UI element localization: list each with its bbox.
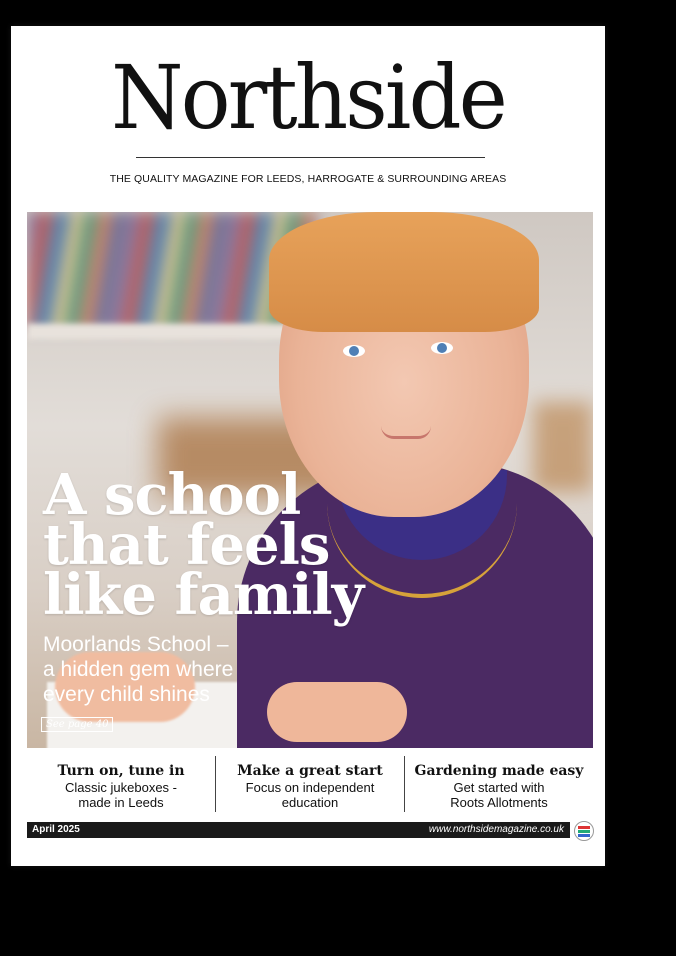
teaser-desc: education <box>281 795 339 810</box>
smile <box>381 426 431 439</box>
teaser-jukeboxes <box>27 756 215 812</box>
teaser-desc: Focus on independent <box>245 780 375 795</box>
cover-subhead <box>43 632 233 707</box>
headline-line: like family <box>43 562 364 628</box>
teaser-title: Make a great start <box>237 763 383 779</box>
masthead-title: Northside <box>111 46 505 149</box>
publisher-logo-icon <box>574 821 594 841</box>
cover-headline <box>43 462 364 628</box>
subhead-line: Moorlands School – <box>43 633 229 656</box>
teaser-education <box>215 756 404 812</box>
child-hair <box>269 212 539 332</box>
magazine-cover <box>11 26 605 866</box>
issue-date: April 2025 <box>32 824 80 835</box>
headline-line: that feels <box>43 512 330 578</box>
website-url: www.northsidemagazine.co.uk <box>428 824 564 835</box>
left-eye <box>343 345 365 357</box>
teaser-title: Turn on, tune in <box>57 763 185 779</box>
page-reference: See page 40 <box>41 717 113 732</box>
cover-photo <box>27 212 593 748</box>
teaser-title: Gardening made easy <box>414 763 584 779</box>
masthead-tagline: THE QUALITY MAGAZINE FOR LEEDS, HARROGATE & SURROUNDING AREAS <box>109 173 507 185</box>
teaser-gardening <box>404 756 593 812</box>
teaser-desc: Roots Allotments <box>450 795 548 810</box>
teaser-desc: made in Leeds <box>78 795 164 810</box>
wooden-furniture-right <box>533 402 593 492</box>
teaser-desc: Classic jukeboxes - <box>65 780 177 795</box>
teaser-strip <box>27 756 593 812</box>
subhead-line: every child shines <box>43 683 210 706</box>
teaser-desc: Get started with <box>453 780 545 795</box>
subhead-line: a hidden gem where <box>43 658 234 681</box>
footer-bar <box>27 822 570 838</box>
right-hand <box>267 682 407 742</box>
right-eye <box>431 342 453 354</box>
headline-line: A school <box>43 462 301 528</box>
masthead-rule <box>136 157 485 158</box>
